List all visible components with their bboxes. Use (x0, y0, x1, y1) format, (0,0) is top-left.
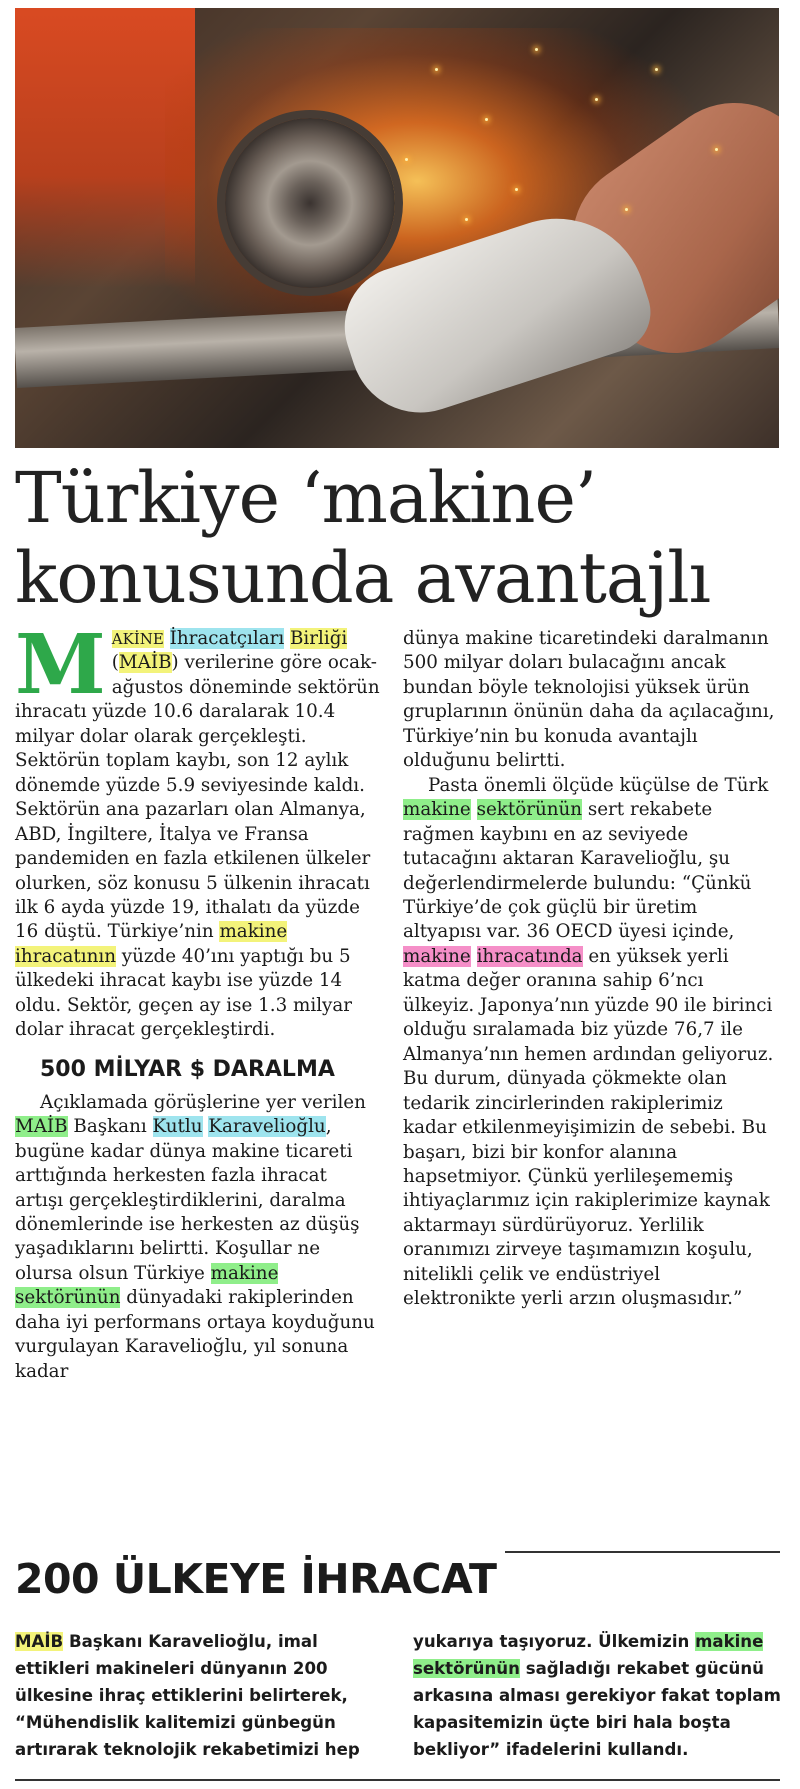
text-fragment: ( (111, 652, 119, 674)
bottom-rule (15, 1779, 780, 1781)
dropcap: M (15, 617, 106, 713)
highlight-makine: makine (403, 945, 471, 967)
text-fragment (471, 799, 477, 820)
highlight-ihracatinin: ihracatının (15, 945, 116, 967)
text-fragment: Başkanı (67, 1116, 153, 1138)
spark-icon (485, 118, 488, 121)
highlight-makine: makine (403, 799, 471, 821)
highlight-makine: AKİNE (111, 630, 164, 648)
text-fragment: ) verilerine göre ocak-ağustos döneminde sektörün ihracatı yüzde 10.6 daralarak 10.4 milyar dolar olarak gerçekleşti. Sektörün toplam kaybı, son 12 aylık dönemde yüzde 5.9 seviyesinde kaldı. Sektörün ana pazarları olan Almanya, ABD, İngiltere, İtalya ve Fransa pandemiden en fazla etkilenen ülkeler olurken, söz konusu 5 ülkenin ihracatı ilk 6 ayda yüzde 19, ithalatı da yüzde 16 düştü. Türkiye’nin (15, 652, 380, 943)
subheading: 500 MİLYAR $ DARALMA (40, 1056, 335, 1082)
paragraph (403, 774, 778, 1312)
spark-icon (405, 158, 408, 161)
paragraph: dünya makine ticaretindeki daralmanın 500 milyar doları bulacağını ancak bundan böyle teknolojisi yüksek ürün gruplarının önünün daha da açılacağını, Türkiye’nin bu konuda avantajlı olduğunu belirtti. (403, 628, 775, 772)
highlight-birligi: Birliği (290, 628, 348, 649)
paragraph (15, 1628, 380, 1763)
text-fragment: en yüksek yerli katma değer oranına sahip 6’ncı ülkeyiz. Japonya’nın yüzde 90 ile birinci olduğu sıralamada biz yüzde 76,7 ile Almanya’nın hemen ardından geliyoruz. Bu durum, dünyada çökmekte olan tedarik zincirlerinden rakiplerimiz kadar etkilenmeyişimizin de sebebi. Bu başarı, bizi bir konfor alanına hapsetmiyor. Çünkü yerlileşememiş ihtiyaçlarımız için rakiplerimize kaynak aktarmayı sürdürüyoruz. Yerlilik oranımızı zirveye taşımamızın koşulu, nitelikli çelik ve endüstriyel elektronikte yerli arzın oluşmasıdır.” (403, 945, 774, 1310)
section-title: 200 ÜLKEYE İHRACAT (15, 1551, 505, 1607)
section-column-1 (15, 1628, 380, 1763)
spark-icon (655, 68, 658, 71)
text-fragment: Açıklamada görüşlerine yer verilen (40, 1091, 366, 1113)
spark-icon (625, 208, 628, 211)
spark-icon (595, 98, 598, 101)
paragraph (413, 1628, 783, 1763)
spark-icon (465, 218, 468, 221)
article-photo (15, 8, 779, 448)
headline (15, 458, 785, 618)
text-fragment: sağladığı rekabet gücünü arkasına alması gerekiyor fakat toplam kapasitemizin üçte biri hala boşta bekliyor” ifadelerini kullandı. (413, 1659, 781, 1759)
highlight-kutlu: Kutlu (152, 1116, 203, 1138)
text-fragment: sert rekabete rağmen kaybını en az seviyede tutacağını aktaran Karavelioğlu, şu değerlendirmelerde bulundu: “Çünkü Türkiye’de çok güçlü bir üretim altyapısı var. 36 OECD üyesi içinde, (403, 799, 752, 943)
text-fragment: Başkanı Karavelioğlu, imal ettikleri makineleri dünyanın 200 ülkesine ihraç ettiklerini belirterek, “Mühendislik kalitemizi günbegün artırarak teknolojik rekabetimizi hep (15, 1632, 360, 1759)
highlight-ihracatinda: ihracatında (476, 945, 583, 967)
spark-icon (515, 188, 518, 191)
highlight-maib: MAİB (15, 1116, 68, 1138)
paragraph-lead (15, 617, 380, 1043)
text-fragment: , bugüne kadar dünya makine ticareti arttığında herkesten fazla ihracat artışı gerçekleştirdiklerini, daralma dönemlerinde ise herkesten az düşüş yaşadıklarını belirtti. Koşullar ne olursa olsun Türkiye (15, 1116, 360, 1284)
highlight-sektorunun: sektörünün (413, 1659, 520, 1678)
highlight-maib: MAİB (118, 652, 172, 674)
highlight-ihracatcilari: İhracatçıları (169, 628, 285, 649)
section-column-2 (413, 1628, 783, 1763)
highlight-makine: makine (219, 921, 288, 943)
text-fragment (471, 946, 477, 967)
spark-icon (535, 48, 538, 51)
paragraph (15, 1091, 380, 1384)
text-fragment: yukarıya taşıyoruz. Ülkemizin (413, 1632, 696, 1651)
spark-icon (715, 148, 718, 151)
headline-line-1: Türkiye ‘makine’ (15, 457, 597, 539)
text-fragment: dünyadaki rakiplerinden daha iyi performans ortaya koyduğunu vurgulayan Karavelioğlu, yıl sonuna kadar (15, 1287, 375, 1382)
headline-line-2: konusunda avantajlı (15, 537, 711, 619)
highlight-maib: MAİB (15, 1632, 64, 1651)
highlight-makine: makine (695, 1632, 764, 1651)
highlight-sektorunun: sektörünün (476, 799, 583, 821)
highlight-karavelioglu: Karavelioğlu (208, 1116, 326, 1138)
article-column-2 (403, 627, 778, 1312)
text-fragment: yüzde 40’ını yaptığı bu 5 ülkedeki ihracat kaybı ise yüzde 14 oldu. Sektör, geçen ay ise 1.3 milyar dolar ihracat gerçekleştirdi. (15, 945, 353, 1041)
spark-icon (435, 68, 438, 71)
text-fragment: Pasta önemli ölçüde küçülse de Türk (428, 774, 769, 796)
highlight-sektorunun: sektörünün (15, 1287, 121, 1309)
highlight-makine: makine (210, 1262, 279, 1284)
photo-grinder-disc (225, 118, 395, 288)
article-column-1 (15, 617, 380, 1384)
